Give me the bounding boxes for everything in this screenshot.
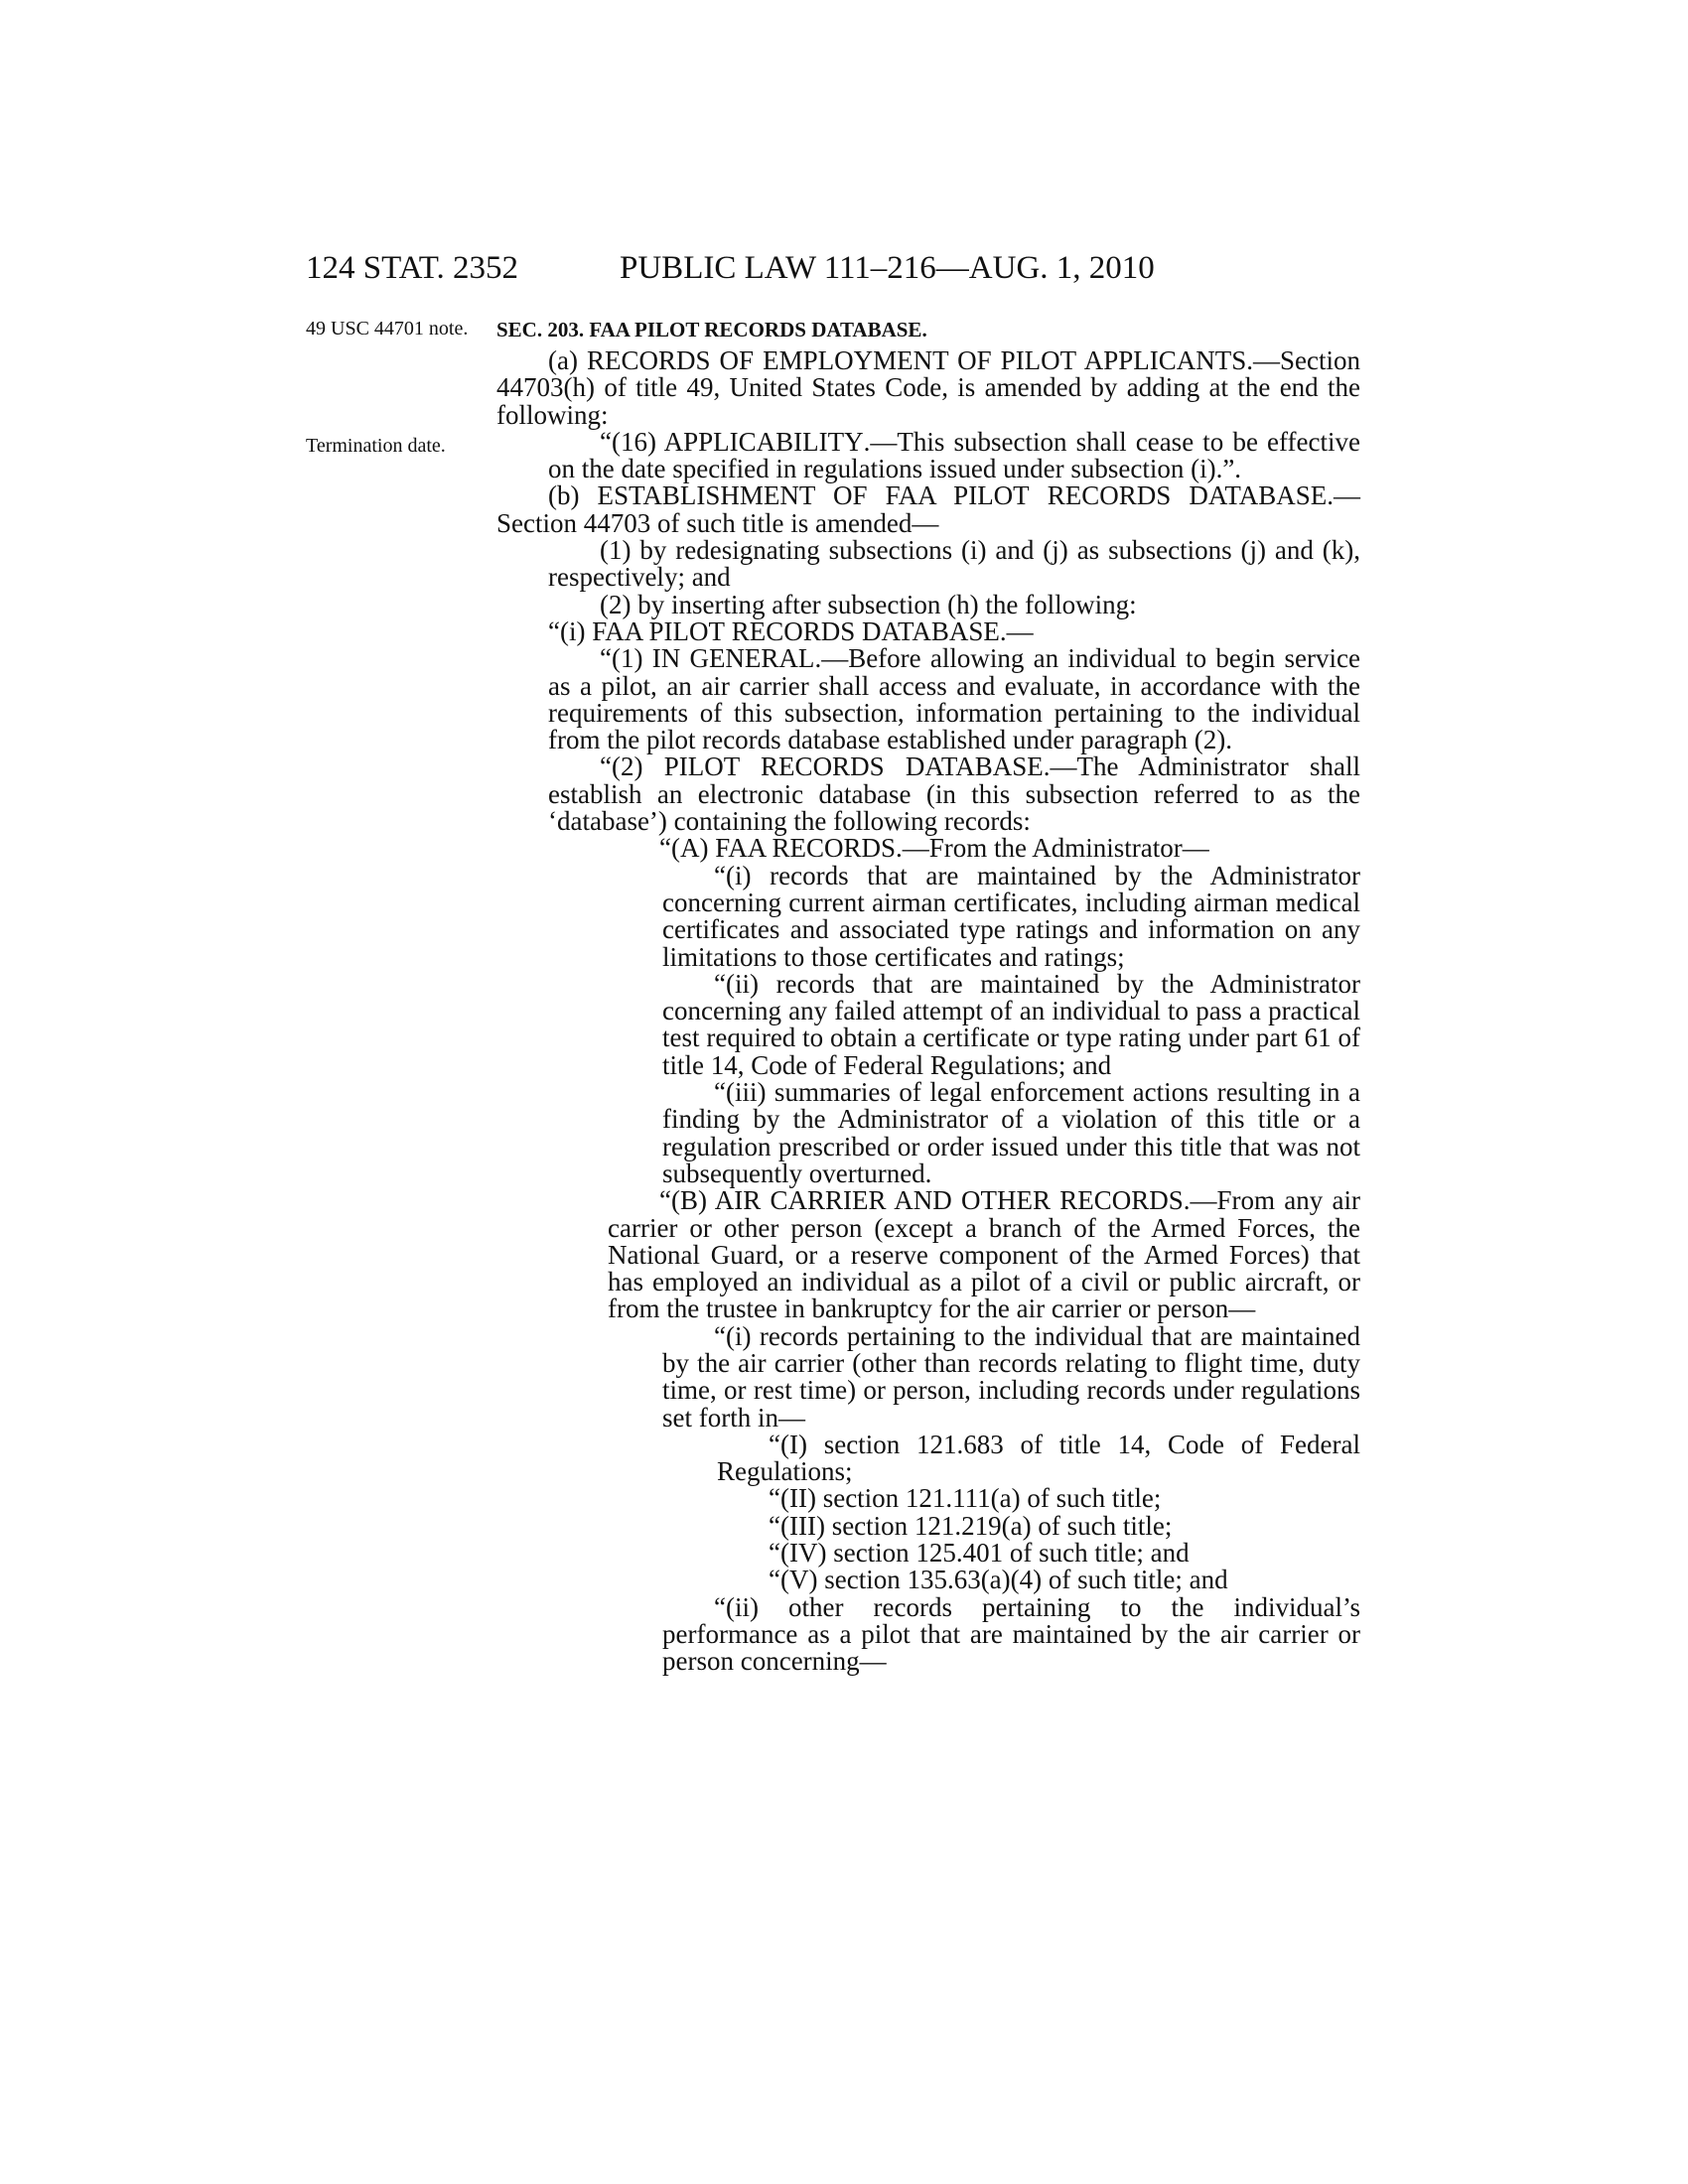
clause-A-ii: “(ii) records that are maintained by the Administrator concerning any failed attempt of an individual to pass a practical test required to obtain a certificate or type rating under part 61 of title 14, Code of Federal Regulations; and — [662, 968, 1360, 1080]
subparagraph-A: “(A) FAA RECORDS.—From the Administrator— — [659, 833, 1209, 864]
subsection-i-heading: “(i) FAA PILOT RECORDS DATABASE.— — [548, 615, 1034, 646]
paragraph-a: (a) RECORDS OF EMPLOYMENT OF PILOT APPLICANTS.—Section 44703(h) of title 49, United States Code, is amended by adding at the end the following: — [496, 345, 1360, 430]
subclause-B-i-III: “(III) section 121.219(a) of such title; — [769, 1510, 1173, 1541]
subclause-B-i-V: “(V) section 135.63(a)(4) of such title; and — [769, 1565, 1228, 1595]
document-body — [496, 316, 1360, 1676]
public-law-title: PUBLIC LAW 111–216—AUG. 1, 2010 — [620, 250, 1155, 286]
subclause-B-i-II: “(II) section 121.111(a) of such title; — [769, 1483, 1162, 1514]
clause-A-i: “(i) records that are maintained by the Administrator concerning current airman certificates, including airman medical certificates and associated type ratings and information on any limitations to those certificates and ratings; — [662, 860, 1360, 972]
paragraph-i-1: “(1) IN GENERAL.—Before allowing an individual to begin service as a pilot, an air carrier shall access and evaluate, in accordance with the requirements of this subsection, information pertaining to the individual from the pilot records database established under paragraph (2). — [548, 643, 1360, 755]
paragraph-b-2: (2) by inserting after subsection (h) the following: — [600, 589, 1137, 619]
paragraph-i-2: “(2) PILOT RECORDS DATABASE.—The Administrator shall establish an electronic database (in this subsection referred to as the ‘database’) containing the following records: — [548, 751, 1361, 837]
subparagraph-B: “(B) AIR CARRIER AND OTHER RECORDS.—From any air carrier or other person (except a branch of the Armed Forces, the National Guard, or a reserve component of the Armed Forces) that has employed an individual as a pilot of a civil or public aircraft, or from the trustee in bankruptcy for the air carrier or person— — [608, 1185, 1360, 1324]
stat-page-number: 124 STAT. 2352 — [306, 250, 519, 286]
margin-note-termination: Termination date. — [306, 435, 446, 457]
paragraph-b-1: (1) by redesignating subsections (i) and (j) as subsections (j) and (k), respectively; and — [548, 535, 1360, 593]
clause-A-iii: “(iii) summaries of legal enforcement actions resulting in a finding by the Administrator of a violation of this title or a regulation prescribed or order issued under this title that was not subsequently overturned. — [662, 1077, 1360, 1188]
running-head — [0, 248, 1688, 288]
subclause-B-i-I: “(I) section 121.683 of title 14, Code of Federal Regulations; — [717, 1429, 1360, 1487]
clause-B-ii: “(ii) other records pertaining to the individual’s performance as a pilot that are maintained by the air carrier or person concerning— — [662, 1591, 1360, 1677]
subclause-B-i-IV: “(IV) section 125.401 of such title; and — [769, 1538, 1190, 1569]
margin-note-usc: 49 USC 44701 note. — [306, 318, 469, 340]
clause-B-i: “(i) records pertaining to the individual that are maintained by the air carrier (other than records relating to flight time, duty time, or rest time) or person, including records under regulations set forth in— — [662, 1320, 1360, 1433]
paragraph-a-16: “(16) APPLICABILITY.—This subsection shall cease to be effective on the date specified in regulations issued under subsection (i).”. — [548, 426, 1360, 484]
section-heading: SEC. 203. FAA PILOT RECORDS DATABASE. — [496, 318, 927, 341]
paragraph-b: (b) ESTABLISHMENT OF FAA PILOT RECORDS DATABASE.—Section 44703 of such title is amended— — [496, 480, 1360, 538]
